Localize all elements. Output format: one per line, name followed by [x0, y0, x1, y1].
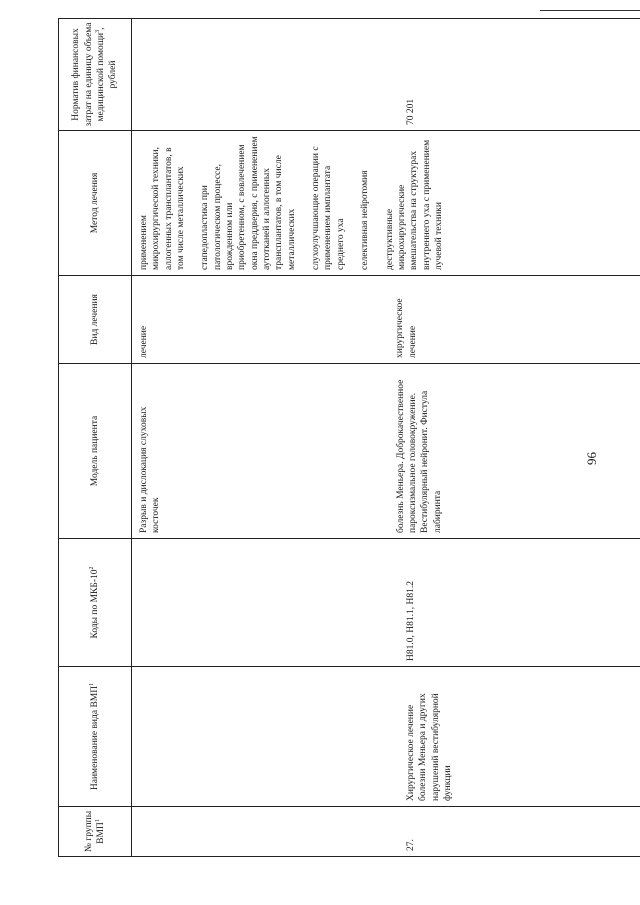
header-kind: Вид лечения: [59, 276, 132, 364]
icd-codes: H81.0, H81.1, H81.2: [406, 581, 416, 661]
cell-codes: [132, 539, 640, 667]
header-norm: Норматив финансовых затрат на единицу объема медицинской помощи$^3$, рублей: [59, 19, 132, 131]
cell-name: [132, 667, 640, 807]
method-prev-3: слухоулучшающие операции с применением имплантата среднего уха: [311, 146, 346, 270]
header-row: [59, 19, 132, 857]
method-27-1: селективная нейротомия: [360, 170, 371, 270]
vmp-table: [58, 18, 640, 857]
kind-27: хирургическое лечение: [395, 298, 418, 358]
header-group: № группы ВМП$^1$: [59, 807, 132, 857]
cell-method: [132, 131, 640, 276]
method-prev-2: стапедопластика при патологическом процессе, врожденном или приобретенном, с вовлечением окна преддверия, с применением аутотканей и аллогенных трансплантатов, в том числе металлических: [200, 136, 297, 270]
vmp-name: Хирургическое лечение болезни Меньера и других нарушений вестибулярной функции: [406, 693, 454, 801]
model-prev: Разрыв и дислокация слуховых косточек: [139, 406, 162, 533]
header-method: Метод лечения: [59, 131, 132, 276]
header-model: Модель пациента: [59, 364, 132, 539]
cell-model: [132, 364, 640, 539]
cell-kind: [132, 276, 640, 364]
kind-prev: лечение: [139, 325, 149, 358]
header-codes: Коды по МКБ-$10^2$: [59, 539, 132, 667]
norm-value: 70 201: [406, 98, 416, 125]
method-27-2: деструктивные микрохирургические вмешательства на структурах внутреннего уха с применением лучевой техники: [384, 139, 444, 270]
page-number: 96: [584, 452, 599, 465]
model-27: болезнь Меньера. Доброкачественное пароксизмальное головокружение. Вестибулярный нейронит. Фистула лабиринта: [395, 379, 443, 533]
cell-norm: [132, 19, 640, 131]
header-name: Наименование вида ВМП$^1$: [59, 667, 132, 807]
group-number: 27.: [406, 839, 416, 851]
cell-group: [132, 807, 640, 857]
method-prev-1: применением микрохирургической техники, аллогенных трансплантатов, в том числе металлических: [139, 147, 187, 270]
table-row: [132, 19, 640, 857]
